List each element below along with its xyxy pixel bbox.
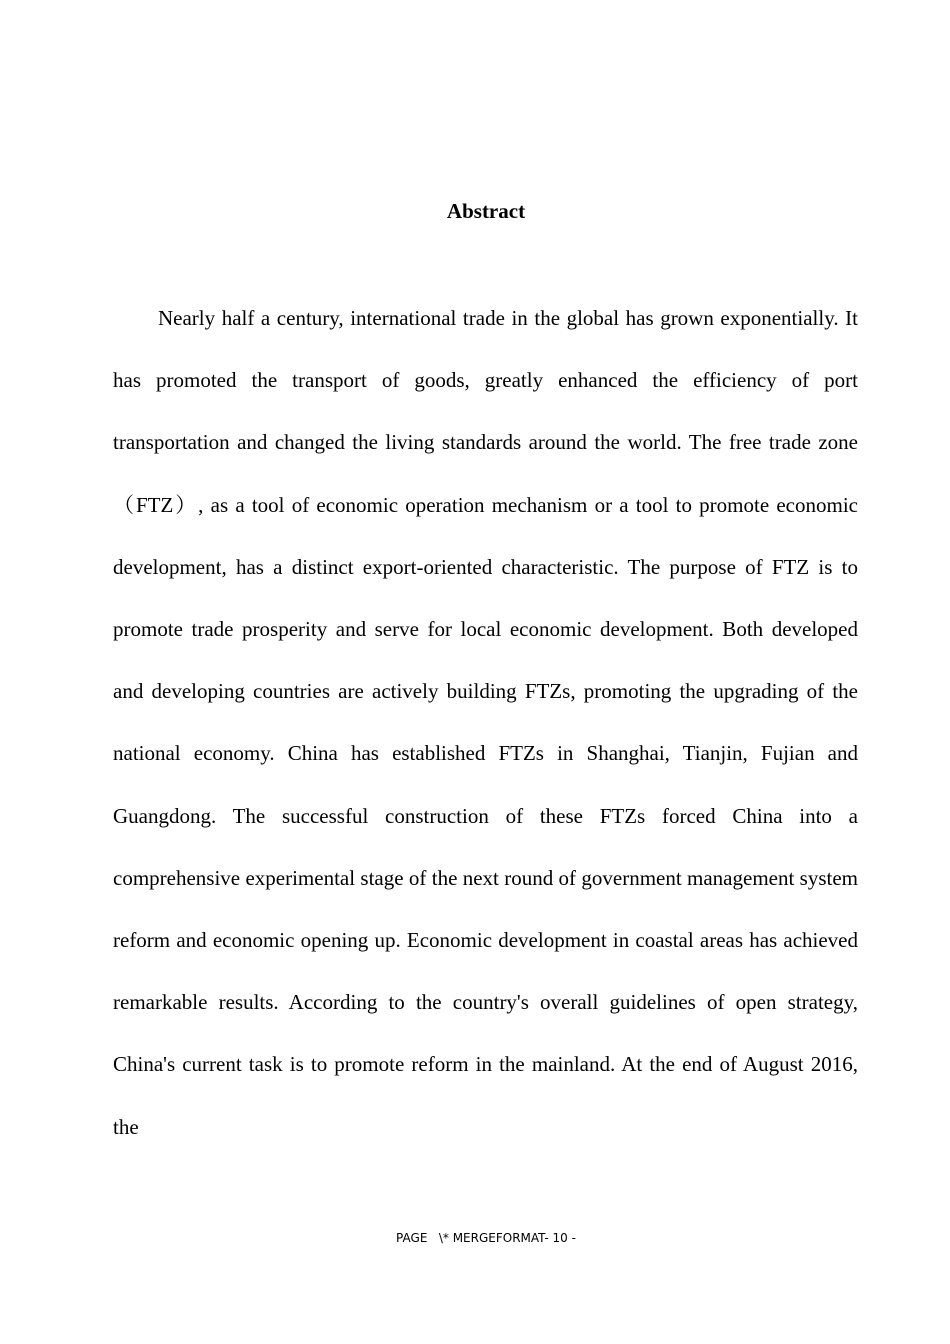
abstract-paragraph: Nearly half a century, international trade in the global has grown exponentially. It has promoted the transport of goods, greatly enhanced the efficiency of port transportation and changed the living standards around the world. The free trade zone（FTZ）, as a tool of economic operation mechanism or a tool to promote economic development, has a distinct export-oriented characteristic. The purpose of FTZ is to promote trade prosperity and serve for local economic development. Both developed and developing countries are actively building FTZs, promoting the upgrading of the national economy. China has established FTZs in Shanghai, Tianjin, Fujian and Guangdong. The successful construction of these FTZs forced China into a comprehensive experimental stage of the next round of government management system reform and economic opening up. Economic development in coastal areas has achieved remarkable results. According to the country's overall guidelines of open strategy, China's current task is to promote reform in the mainland. At the end of August 2016, the (113, 306, 858, 1139)
abstract-title: Abstract (446, 199, 526, 223)
page-footer: PAGE \* MERGEFORMAT- 10 - (396, 1231, 576, 1245)
